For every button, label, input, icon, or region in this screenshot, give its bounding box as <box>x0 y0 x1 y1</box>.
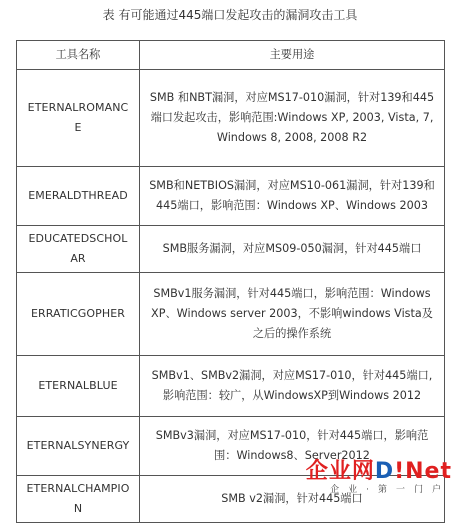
watermark-text <box>306 454 452 485</box>
tool-name-cell: ETERNALBLUE <box>17 356 140 417</box>
tool-use-cell: SMBv1服务漏洞，针对445端口，影响范围：Windows XP、Windows server 2003，不影响windows Vista及之后的操作系统 <box>140 273 445 356</box>
tool-use-cell: SMBv3漏洞，对应MS17-010，针对445端口，影响范围：Windows8、Server2012 <box>140 417 445 476</box>
tool-name-cell: EDUCATEDSCHOLAR <box>17 226 140 273</box>
header-main-use: 主要用途 <box>140 41 445 70</box>
tool-name-cell: ETERNALCHAMPION <box>17 476 140 523</box>
table-row <box>17 226 445 273</box>
tool-use-cell: SMB服务漏洞，对应MS09-050漏洞，针对445端口 <box>140 226 445 273</box>
tool-name-cell: ETERNALSYNERGY <box>17 417 140 476</box>
tool-use-cell: SMB和NETBIOS漏洞，对应MS10-061漏洞，针对139和445端口，影响范围：Windows XP、Windows 2003 <box>140 167 445 226</box>
tool-name-cell: ETERNALROMANCE <box>17 70 140 167</box>
watermark-part3: !Net <box>394 459 452 484</box>
table-row <box>17 273 445 356</box>
tool-name-cell: ERRATICGOPHER <box>17 273 140 356</box>
tool-use-cell: SMBv1、SMBv2漏洞，对应MS17-010，针对445端口,影响范围：较广，从WindowsXP到Windows 2012 <box>140 356 445 417</box>
watermark-subtitle: 企业·第一门户 <box>330 485 450 495</box>
table-header-row <box>17 41 445 70</box>
header-tool-name: 工具名称 <box>17 41 140 70</box>
tool-name-cell: EMERALDTHREAD <box>17 167 140 226</box>
watermark-part1: 企业网 <box>305 459 375 484</box>
watermark-logo <box>304 454 454 498</box>
attack-tools-table <box>16 40 445 523</box>
watermark-part2: D <box>374 459 395 484</box>
tool-use-cell: SMB 和NBT漏洞，对应MS17-010漏洞，针对139和445端口发起攻击，影响范围:Windows XP, 2003, Vista, 7, Windows 8, 2008, 2008 R2 <box>140 70 445 167</box>
table-row <box>17 356 445 417</box>
table-caption: 表 有可能通过445端口发起攻击的漏洞攻击工具 <box>102 8 358 22</box>
table-row <box>17 167 445 226</box>
tool-use-cell: SMB v2漏洞，针对445端口 <box>140 476 445 523</box>
table-row <box>17 70 445 167</box>
